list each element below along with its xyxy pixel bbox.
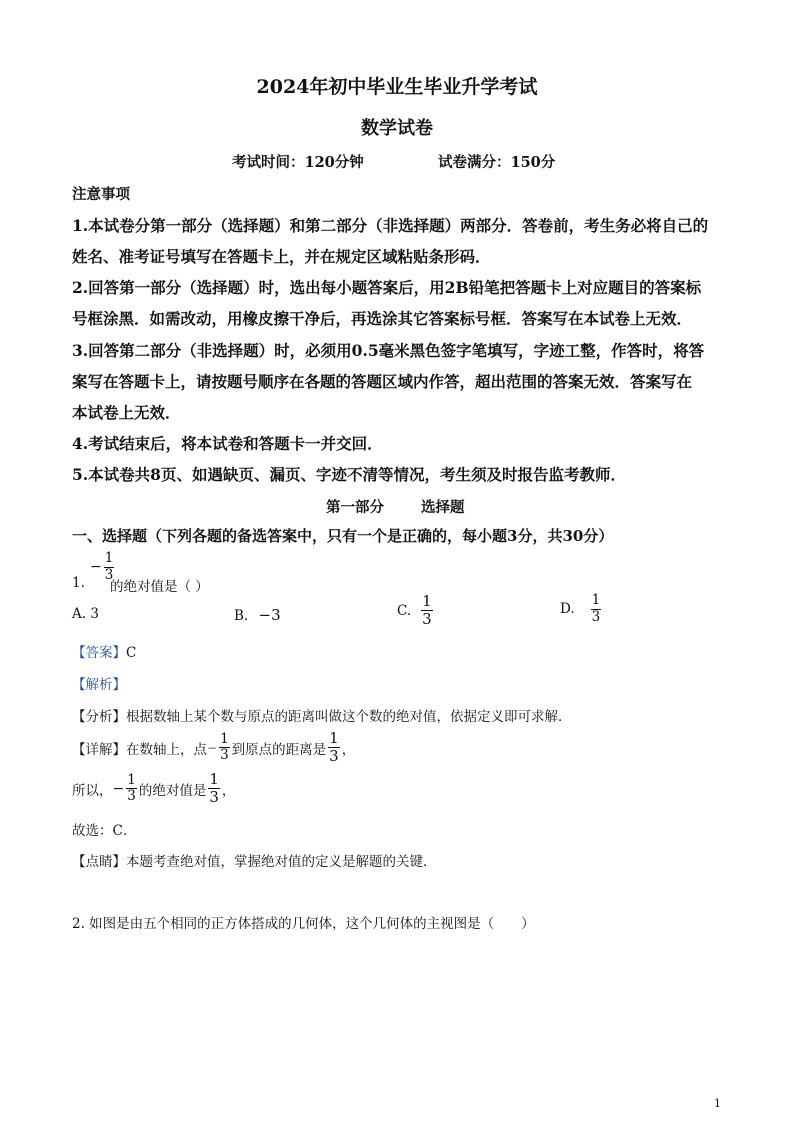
fraction <box>328 731 340 764</box>
comment-label: 【点睛】 <box>72 854 126 870</box>
analysis-text: 根据数轴上某个数与原点的距离叫做这个数的绝对值，依据定义即可求解． <box>126 709 572 725</box>
exam-time: 考试时间：120分钟 <box>232 154 364 171</box>
detail-text: 在数轴上，点 <box>126 741 207 758</box>
denominator: 3 <box>127 788 136 804</box>
analysis-line <box>72 705 572 725</box>
so-text: 的绝对值是 <box>138 782 207 799</box>
minus-sign: − <box>112 780 125 797</box>
option-c <box>397 594 435 627</box>
numerator: 1 <box>209 770 219 788</box>
exam-full-score: 试卷满分：150分 <box>438 154 556 171</box>
note-line: 2.回答第一部分（选择题）时，选出每小题答案后，用2B铅笔把答题卡上对应题目的答案标 <box>72 278 702 297</box>
option-text: 3 <box>90 606 99 622</box>
note-line: 3.回答第二部分（非选择题）时，必须用0.5毫米黑色签字笔填写，字迹工整，作答时，将答 <box>72 341 705 360</box>
analysis-tag: 【解析】 <box>72 677 126 693</box>
option-letter: D. <box>560 601 575 617</box>
denominator: 3 <box>329 747 339 765</box>
exam-subtitle: 数学试卷 <box>361 118 433 139</box>
so-text: 所以， <box>72 782 113 799</box>
detail-label: 【详解】 <box>72 741 126 758</box>
option-letter: C. <box>397 602 412 619</box>
option-letter: B. <box>234 608 249 624</box>
detail-text: 到原点的距离是 <box>231 741 327 758</box>
notes-heading: 注意事项 <box>72 186 130 203</box>
detail-text: ， <box>341 741 356 758</box>
note-line: 5.本试卷共8页、如遇缺页、漏页、字迹不清等情况，考生须及时报告监考教师． <box>72 465 626 484</box>
section-title: 一、选择题（下列各题的备选答案中，只有一个是正确的，每小题3分，共30分） <box>72 527 614 545</box>
denominator: 3 <box>220 747 229 763</box>
q2-stem: 2. 如图是由五个相同的正方体搭成的几何体，这个几何体的主视图是（ ） <box>72 916 535 932</box>
denominator: 3 <box>209 788 219 806</box>
answer-line <box>72 641 136 661</box>
denominator: 3 <box>591 608 601 625</box>
exam-title: 2024年初中毕业生毕业升学考试 <box>256 76 538 98</box>
part-label: 第一部分 <box>326 499 384 516</box>
answer-value: C <box>126 645 137 661</box>
comment-text: 本题考查绝对值，掌握绝对值的定义是解题的关键． <box>126 854 437 870</box>
fraction <box>219 730 230 763</box>
q1-stem-suffix: 的绝对值是（ ） <box>110 579 209 595</box>
option-text: −3 <box>258 606 281 624</box>
fraction <box>421 594 433 627</box>
note-line: 号框涂黑．如需改动，用橡皮擦干净后，再选涂其它答案标号框．答案写在本试卷上无效． <box>72 309 693 328</box>
q1-number: 1. <box>72 575 85 591</box>
numerator: 1 <box>591 592 601 608</box>
so-line <box>72 772 235 805</box>
numerator: 1 <box>220 730 229 747</box>
note-line: 1.本试卷分第一部分（选择题）和第二部分（非选择题）两部分．答卷前，考生务必将自己的 <box>72 216 709 235</box>
comment-line <box>72 850 437 870</box>
note-line: 姓名、准考证号填写在答题卡上，并在规定区域粘贴条形码． <box>72 247 491 266</box>
option-a <box>72 606 99 622</box>
fraction <box>126 771 137 804</box>
choose-line: 故选：C． <box>72 823 137 839</box>
minus-sign: − <box>90 559 102 575</box>
minus-sign: − <box>207 740 218 755</box>
fraction <box>208 772 220 805</box>
analysis-label: 【分析】 <box>72 709 126 725</box>
option-letter: A. <box>72 606 87 622</box>
fraction <box>591 594 602 624</box>
numerator: 1 <box>127 771 136 788</box>
note-line: 本试卷上无效． <box>72 403 181 422</box>
numerator: 1 <box>422 592 432 610</box>
part-name: 选择题 <box>421 499 465 516</box>
answer-tag: 【答案】 <box>72 645 126 661</box>
detail-line <box>72 731 355 764</box>
so-text: ， <box>221 782 236 799</box>
option-b <box>234 606 281 624</box>
note-line: 案写在答题卡上，请按题号顺序在各题的答题区域内作答，超出范围的答案无效．答案写在 <box>72 372 693 391</box>
numerator: 1 <box>329 729 339 747</box>
denominator: 3 <box>422 610 432 628</box>
note-line: 4.考试结束后，将本试卷和答题卡一并交回． <box>72 434 383 453</box>
numerator: 1 <box>104 550 114 566</box>
denominator: 3 <box>104 566 114 583</box>
page-number: 1 <box>714 1097 721 1110</box>
option-d <box>560 594 603 624</box>
